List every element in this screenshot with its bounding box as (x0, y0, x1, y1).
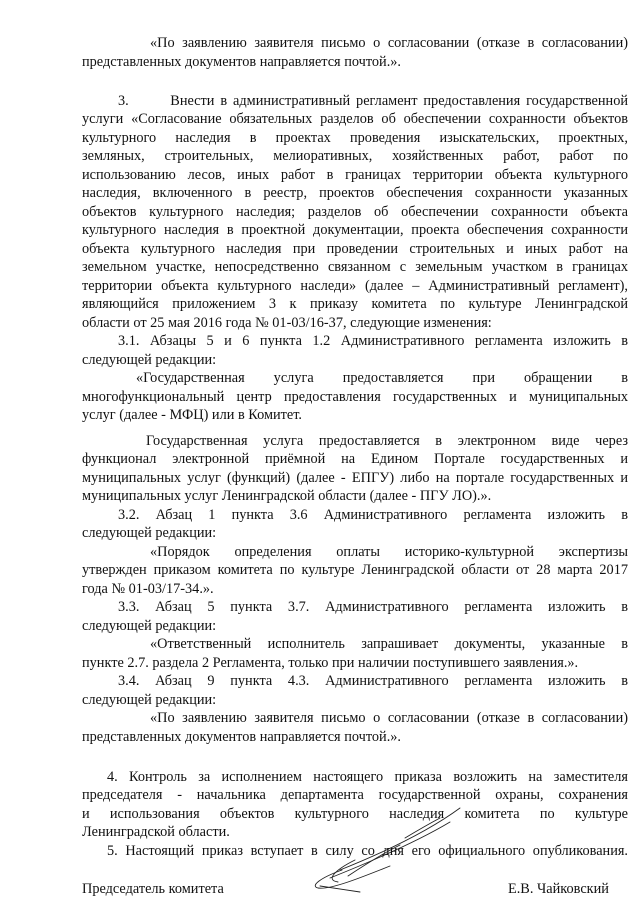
text-line: многофункциональный центр предоставления государственных и муниципальных (82, 389, 628, 405)
text-line: области от 25 мая 2016 года № 01-03/16-37, следующие изменения: (82, 315, 492, 331)
text-line: земельном участке, непосредственно связанном с земельным участком в границах (82, 259, 628, 275)
text-line: 4. Контроль за исполнением настоящего приказа возложить на заместителя (107, 769, 628, 785)
text-line: и использования объектов культурного наследия комитета по культуре (82, 806, 628, 822)
text-line: 5. Настоящий приказ вступает в силу со дня его официального опубликования. (107, 843, 628, 859)
text-line: Председатель комитета (82, 881, 224, 897)
text-line: территории объекта культурного наследи» (далее – Административный регламент), (82, 278, 628, 294)
text-line: культурного наследия в проектной документации, проекта обеспечения сохранности (82, 222, 628, 238)
text-line: земляных, строительных, мелиоративных, хозяйственных работ, работ по (82, 148, 628, 164)
text-line: муниципальных услуг (функций) (далее - ЕПГУ) либо на портале государственных и (82, 470, 628, 486)
text-line: года № 01-03/17-34.». (82, 581, 214, 597)
text-line: следующей редакции: (82, 525, 217, 541)
text-line: председателя - начальника департамента государственной охраны, сохранения (82, 787, 628, 803)
text-line: следующей редакции: (82, 352, 217, 368)
text-line: наследия, включенного в реестр, проектов обеспечения сохранности указанных (82, 185, 628, 201)
text-line: Е.В. Чайковский (508, 881, 609, 897)
text-line: являющийся приложением 3 к приказу комитета по культуре Ленинградской (82, 296, 628, 312)
text-line: «Государственная услуга предоставляется при обращении в (136, 370, 628, 386)
text-line: муниципальных услуг Ленинградской области (далее - ПГУ ЛО).». (82, 488, 492, 504)
text-line: использованию лесов, иных работ в границах территории объекта культурного (82, 167, 628, 183)
text-line: «По заявлению заявителя письмо о согласовании (отказе в согласовании) (150, 710, 628, 726)
text-line: культурного наследия в проектах проведения изыскательских, проектных, (82, 130, 628, 146)
text-line: следующей редакции: (82, 618, 217, 634)
text-line: «Ответственный исполнитель запрашивает документы, указанные в (150, 636, 628, 652)
text-line: объекта культурного наследия при проведении строительных и иных работ на (82, 241, 628, 257)
text-line: функционал электронной приёмной на Едином Портале государственных и (82, 451, 628, 467)
text-line: 3. Внести в административный регламент предоставления государственной (118, 93, 628, 109)
text-line: представленных документов направляется почтой.». (82, 729, 401, 745)
text-line: 3.3. Абзац 5 пункта 3.7. Административного регламента изложить в (118, 599, 628, 615)
text-line: представленных документов направляется почтой.». (82, 54, 401, 70)
text-line: услуг (далее - МФЦ) или в Комитет. (82, 407, 303, 423)
text-line: 3.2. Абзац 1 пункта 3.6 Административного регламента изложить в (118, 507, 628, 523)
text-line: следующей редакции: (82, 692, 217, 708)
text-line: утвержден приказом комитета по культуре Ленинградской области от 28 марта 2017 (82, 562, 628, 578)
text-line: Государственная услуга предоставляется в электронном виде через (146, 433, 628, 449)
text-line: объектов культурного наследия; разделов об обеспечении сохранности объекта (82, 204, 628, 220)
text-line: Ленинградской области. (82, 824, 230, 840)
text-line: пункте 2.7. раздела 2 Регламента, только при наличии поступившего заявления.». (82, 655, 579, 671)
text-line: «Порядок определения оплаты историко-культурной экспертизы (150, 544, 628, 560)
text-line: 3.1. Абзацы 5 и 6 пункта 1.2 Административного регламента изложить в (118, 333, 628, 349)
text-line: «По заявлению заявителя письмо о согласовании (отказе в согласовании) (150, 35, 628, 51)
text-line: услуги «Согласование обязательных разделов об обеспечении сохранности объектов (82, 111, 628, 127)
text-line: 3.4. Абзац 9 пункта 4.3. Административного регламента изложить в (118, 673, 628, 689)
